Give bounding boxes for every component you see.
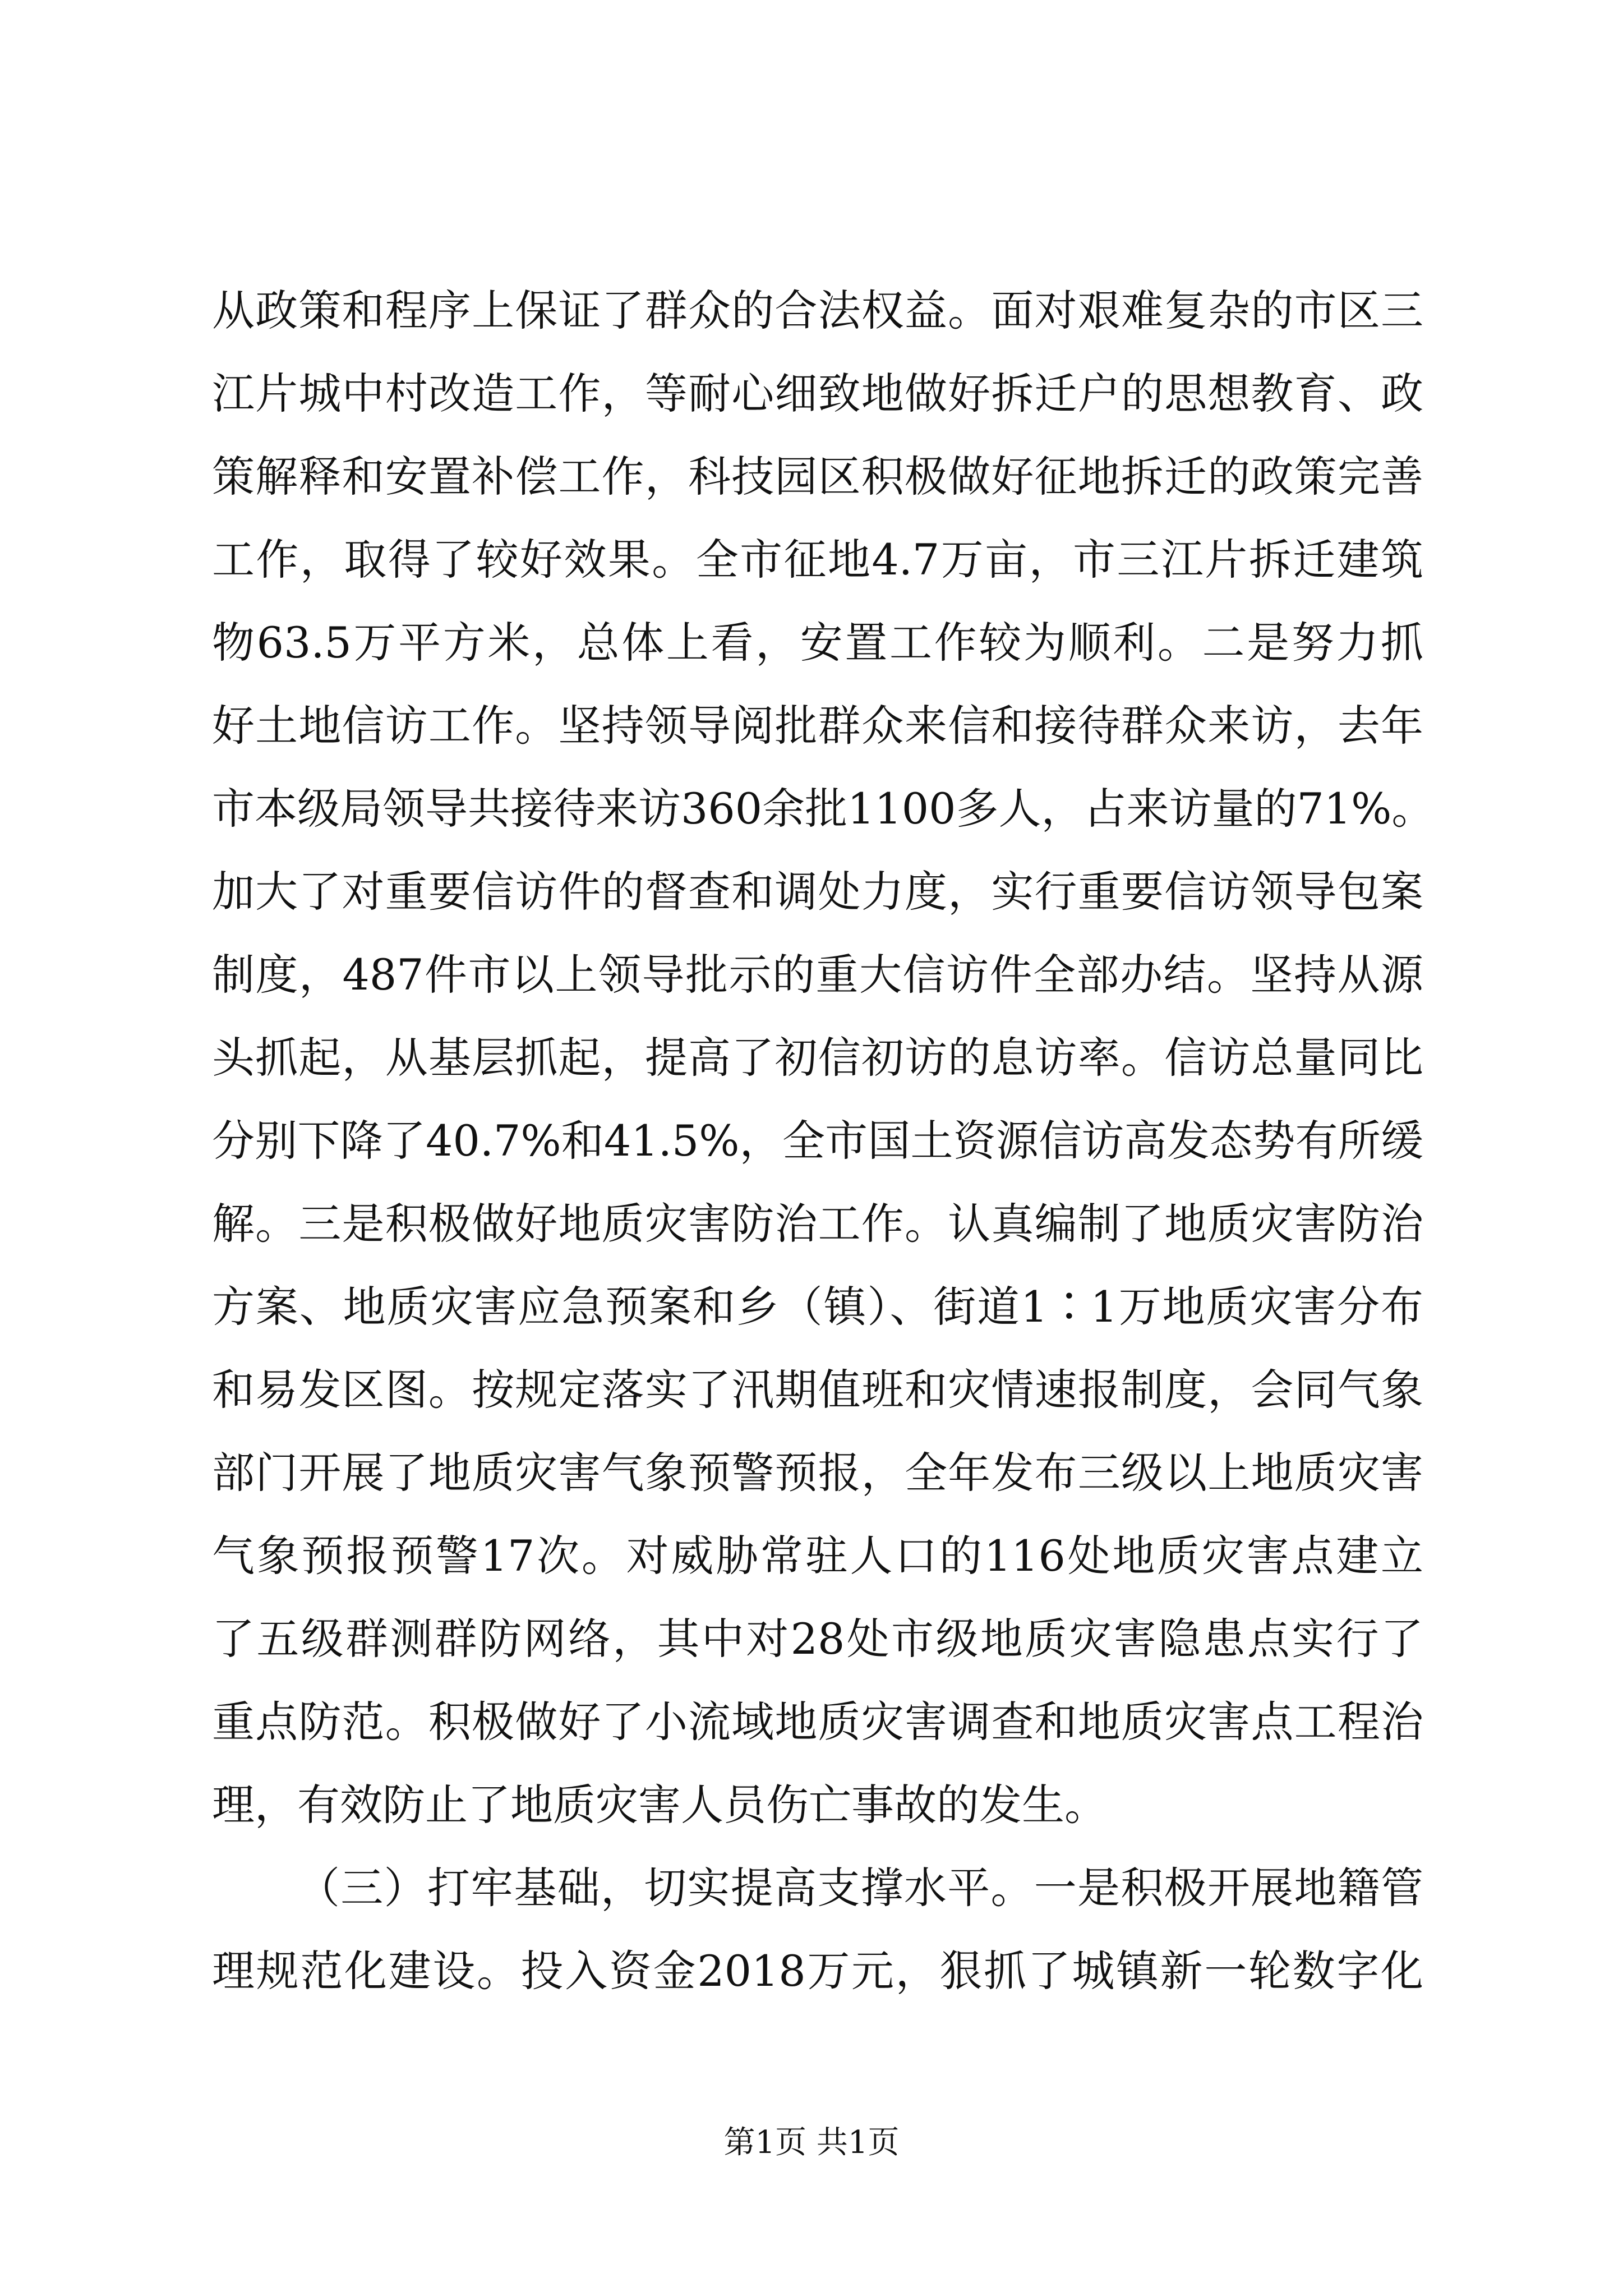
text-line: 市本级局领导共接待来访360余批1100多人，占来访量的71%。 — [212, 784, 1435, 834]
text-line: 江片城中村改造工作，等耐心细致地做好拆迁户的思想教育、政 — [212, 369, 1423, 418]
text-line: 部门开展了地质灾害气象预警预报，全年发布三级以上地质灾害 — [212, 1448, 1423, 1498]
text-line: 理规范化建设。投入资金2018万元，狠抓了城镇新一轮数字化 — [212, 1946, 1423, 1996]
text-line: 解。三是积极做好地质灾害防治工作。认真编制了地质灾害防治 — [212, 1199, 1423, 1249]
text-line: 了五级群测群防网络，其中对28处市级地质灾害隐患点实行了 — [212, 1614, 1423, 1664]
text-line: 工作，取得了较好效果。全市征地4.7万亩，市三江片拆迁建筑 — [212, 535, 1423, 585]
page-footer: 第1页 共1页 — [723, 2124, 900, 2161]
text-line: 加大了对重要信访件的督查和调处力度，实行重要信访领导包案 — [212, 867, 1423, 917]
text-line: 方案、地质灾害应急预案和乡（镇）、街道1∶1万地质灾害分布 — [212, 1282, 1423, 1332]
text-line: 和易发区图。按规定落实了汛期值班和灾情速报制度，会同气象 — [212, 1365, 1423, 1415]
text-line: 策解释和安置补偿工作，科技园区积极做好征地拆迁的政策完善 — [212, 452, 1423, 501]
paragraph-end-line: 理，有效防止了地质灾害人员伤亡事故的发生。 — [212, 1780, 1107, 1830]
text-line: 头抓起，从基层抓起，提高了初信初访的息访率。信访总量同比 — [212, 1033, 1423, 1083]
body-text — [212, 269, 1435, 2013]
text-line: 重点防范。积极做好了小流域地质灾害调查和地质灾害点工程治 — [212, 1697, 1423, 1747]
text-line: 好土地信访工作。坚持领导阅批群众来信和接待群众来访，去年 — [212, 701, 1423, 751]
section-heading-line: （三）打牢基础，切实提高支撑水平。一是积极开展地籍管 — [297, 1863, 1423, 1913]
text-line: 从政策和程序上保证了群众的合法权益。面对艰难复杂的市区三 — [212, 286, 1423, 335]
text-line: 物63.5万平方米，总体上看，安置工作较为顺利。二是努力抓 — [212, 618, 1423, 668]
text-line: 气象预报预警17次。对威胁常驻人口的116处地质灾害点建立 — [212, 1531, 1423, 1581]
text-line: 分别下降了40.7%和41.5%，全市国土资源信访高发态势有所缓 — [212, 1116, 1423, 1166]
text-line: 制度，487件市以上领导批示的重大信访件全部办结。坚持从源 — [212, 950, 1423, 1000]
